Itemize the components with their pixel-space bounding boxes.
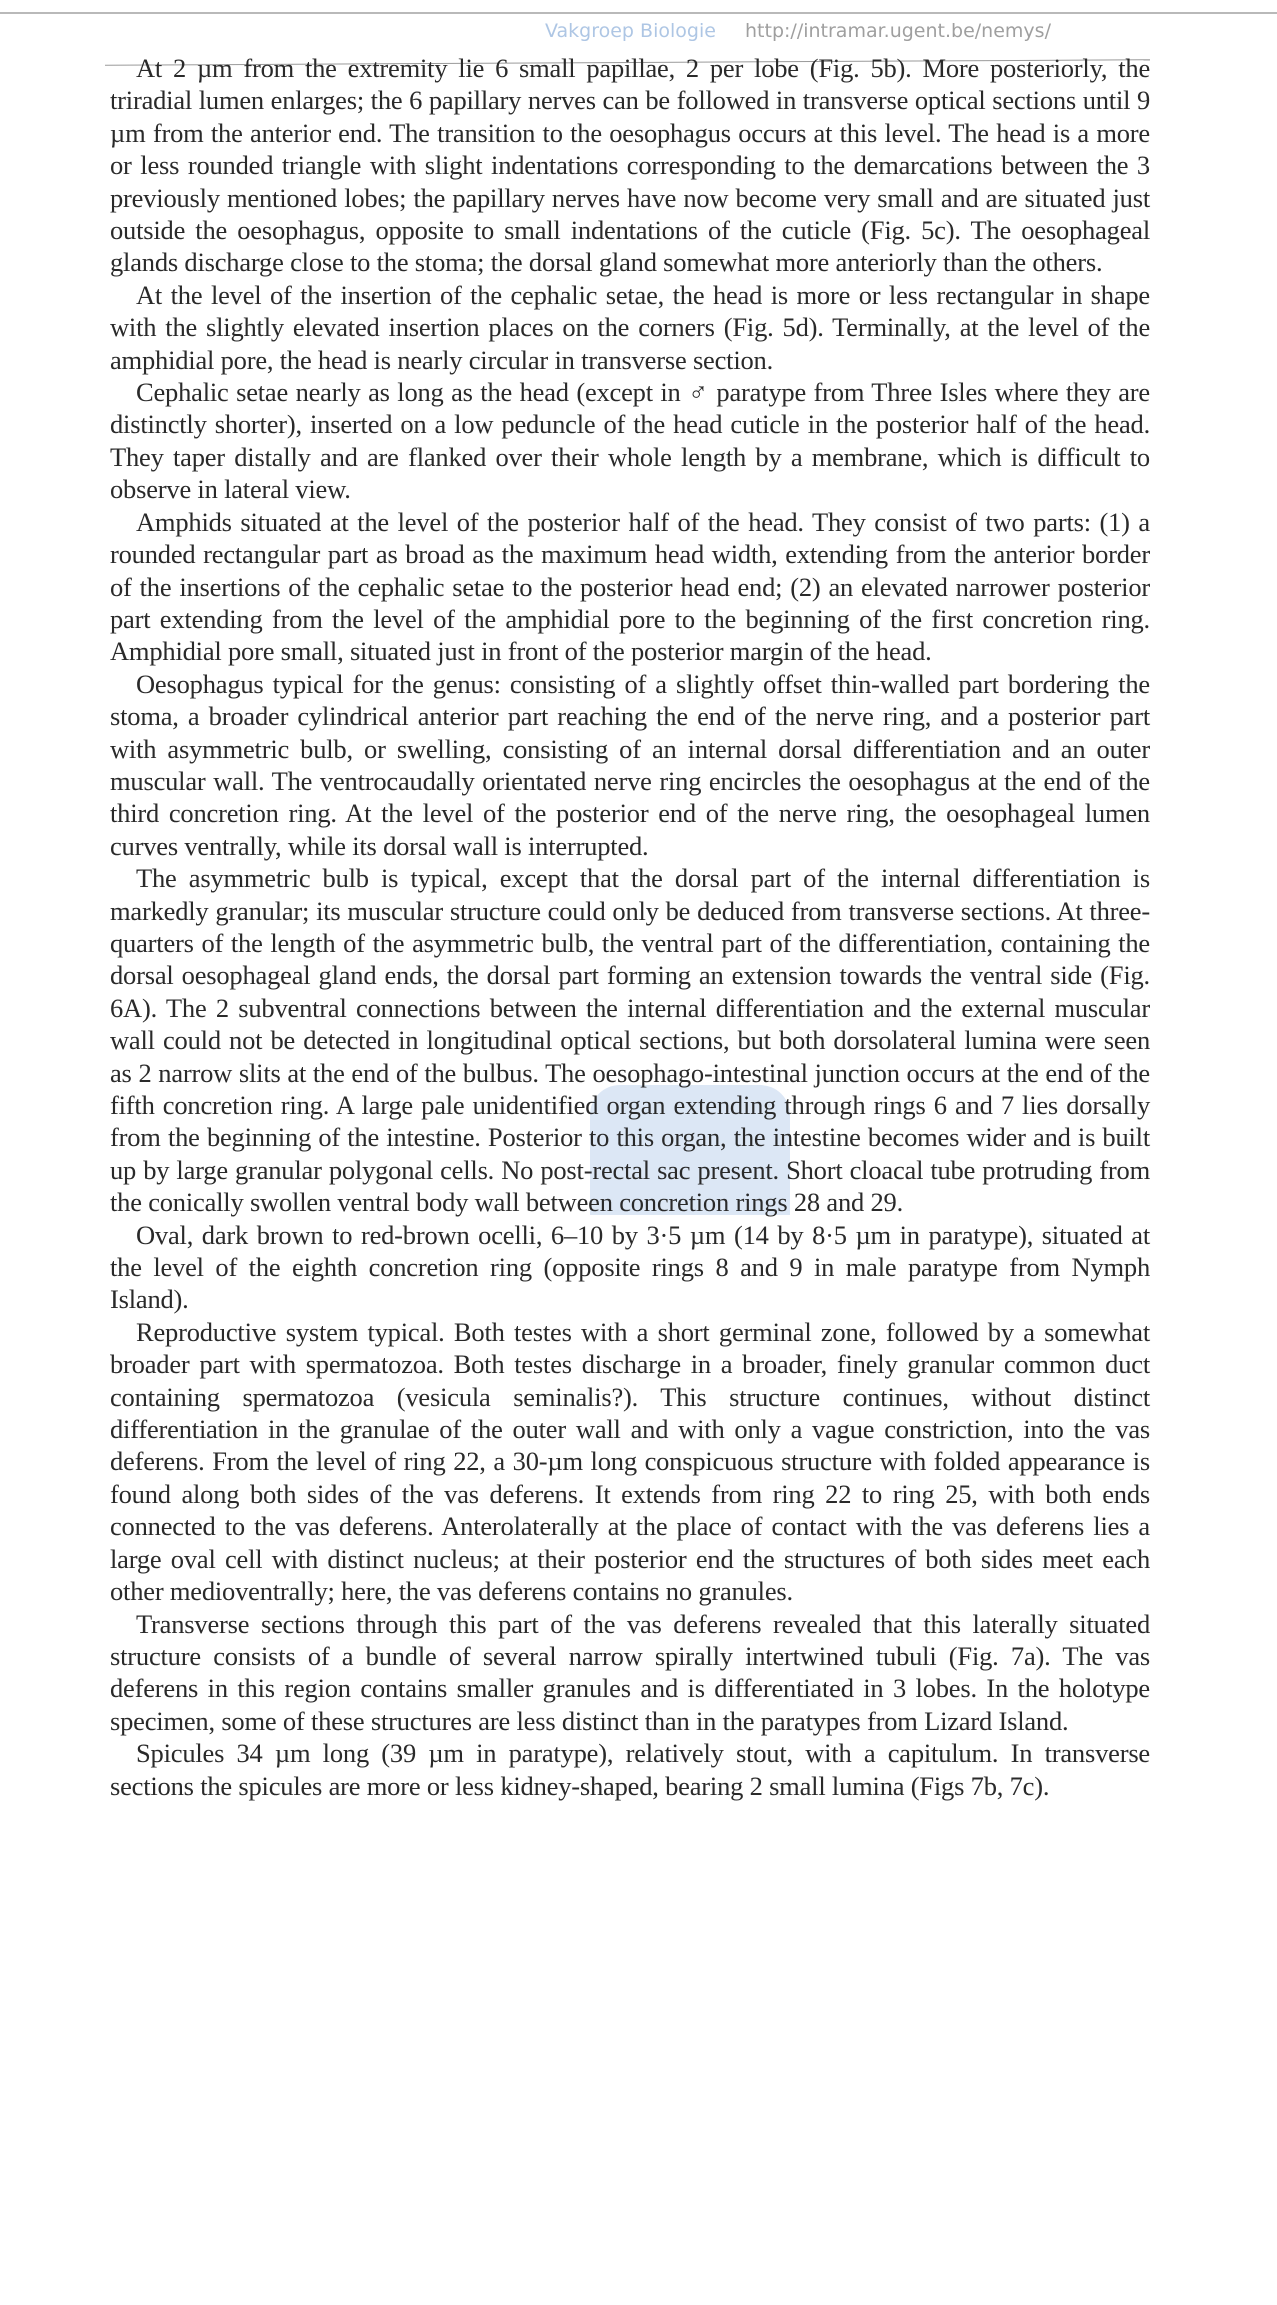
watermark-name: Vakgroep Biologie	[545, 20, 716, 42]
paragraph-transverse-sections: Transverse sections through this part of the vas deferens revealed that this laterally situated structure consists of a bundle of several narrow spirally intertwined tubuli (Fig. 7a). The vas deferens in this region contains smaller granules and is differentiated in 3 lobes. In the holotype specimen, some of these structures are less distinct than in the paratypes from Lizard Island.	[110, 1608, 1150, 1736]
paragraph-reproductive-system: Reproductive system typical. Both testes with a short germinal zone, followed by a somewhat broader part with spermatozoa. Both testes discharge in a broader, finely granular common duct containing spermatozoa (vesicula seminalis?). This structure continues, without distinct differentiation in the granulae of the outer wall and with only a vague constriction, into the vas deferens. From the level of ring 22, a 30-µm long conspicuous structure with folded appearance is found along both sides of the vas deferens. It extends from ring 22 to ring 25, with both ends connected to the vas deferens. Anterolaterally at the place of contact with the vas deferens lies a large oval cell with distinct nucleus; at their posterior end the structures of both sides meet each other medioventrally; here, the vas deferens contains no granules.	[110, 1316, 1150, 1607]
paragraph-spicules: Spicules 34 µm long (39 µm in paratype), relatively stout, with a capitulum. In transverse sections the spicules are more or less kidney-shaped, bearing 2 small lumina (Figs 7b, 7c).	[110, 1738, 1150, 1801]
paragraph-oesophagus: Oesophagus typical for the genus: consisting of a slightly offset thin-walled part bordering the stoma, a broader cylindrical anterior part reaching the end of the nerve ring, and a posterior part with asymmetric bulb, or swelling, consisting of an internal dorsal differentiation and an outer muscular wall. The ventrocaudally orientated nerve ring encircles the oesophagus at the end of the third concretion ring. At the level of the posterior end of the nerve ring, the oesophageal lumen curves ventrally, while its dorsal wall is interrupted.	[110, 668, 1150, 861]
paragraph-amphids: Amphids situated at the level of the posterior half of the head. They consist of two parts: (1) a rounded rectangular part as broad as the maximum head width, extending from the anterior border of the insertions of the cephalic setae to the posterior head end; (2) an elevated narrower posterior part extending from the level of the amphidial pore to the beginning of the first concretion ring. Amphidial pore small, situated just in front of the posterior margin of the head.	[110, 506, 1150, 667]
paragraph-head-setae-level: At the level of the insertion of the cephalic setae, the head is more or less rectangular in shape with the slightly elevated insertion places on the corners (Fig. 5d). Terminally, at the level of the amphidial pore, the head is nearly circular in transverse section.	[110, 279, 1150, 375]
paragraph-head-anterior: At 2 µm from the extremity lie 6 small papillae, 2 per lobe (Fig. 5b). More posteriorly, the triradial lumen enlarges; the 6 papillary nerves can be followed in transverse optical sections until 9 µm from the anterior end. The transition to the oesophagus occurs at this level. The head is a more or less rounded triangle with slight indentations corresponding to the demarcations between the 3 previously mentioned lobes; the papillary nerves have now become very small and are situated just outside the oesophagus, opposite to small indentations of the cuticle (Fig. 5c). The oesophageal glands discharge close to the stoma; the dorsal gland somewhat more anteriorly than the others.	[110, 53, 1150, 278]
paragraph-asymmetric-bulb: The asymmetric bulb is typical, except that the dorsal part of the internal differentiation is markedly granular; its muscular structure could only be deduced from transverse sections. At three-quarters of the length of the asymmetric bulb, the ventral part of the differentiation, containing the dorsal oesophageal gland ends, the dorsal part forming an extension towards the ventral side (Fig. 6A). The 2 subventral connections between the internal differentiation and the external muscular wall could not be detected in longitudinal optical sections, but both dorsolateral lumina were seen as 2 narrow slits at the end of the bulbus. The oesophago-intestinal junction occurs at the end of the fifth concretion ring. A large pale unidentified organ extending through rings 6 and 7 lies dorsally from the beginning of the intestine. Posterior to this organ, the intestine becomes wider and is built up by large granular polygonal cells. No post-rectal sac present. Short cloacal tube protruding from the conically swollen ventral body wall between concretion rings 28 and 29.	[110, 863, 1150, 1218]
page-top-border	[0, 12, 1277, 14]
watermark	[545, 18, 1051, 44]
paragraph-ocelli: Oval, dark brown to red-brown ocelli, 6–10 by 3·5 µm (14 by 8·5 µm in paratype), situated at the level of the eighth concretion ring (opposite rings 8 and 9 in male paratype from Nymph Island).	[110, 1219, 1150, 1315]
paragraph-cephalic-setae: Cephalic setae nearly as long as the head (except in ♂ paratype from Three Isles where they are distinctly shorter), inserted on a low peduncle of the head cuticle in the posterior half of the head. They taper distally and are flanked over their whole length by a membrane, which is difficult to observe in lateral view.	[110, 377, 1150, 505]
body-text	[110, 52, 1150, 1802]
watermark-url: http://intramar.ugent.be/nemys/	[745, 20, 1051, 42]
